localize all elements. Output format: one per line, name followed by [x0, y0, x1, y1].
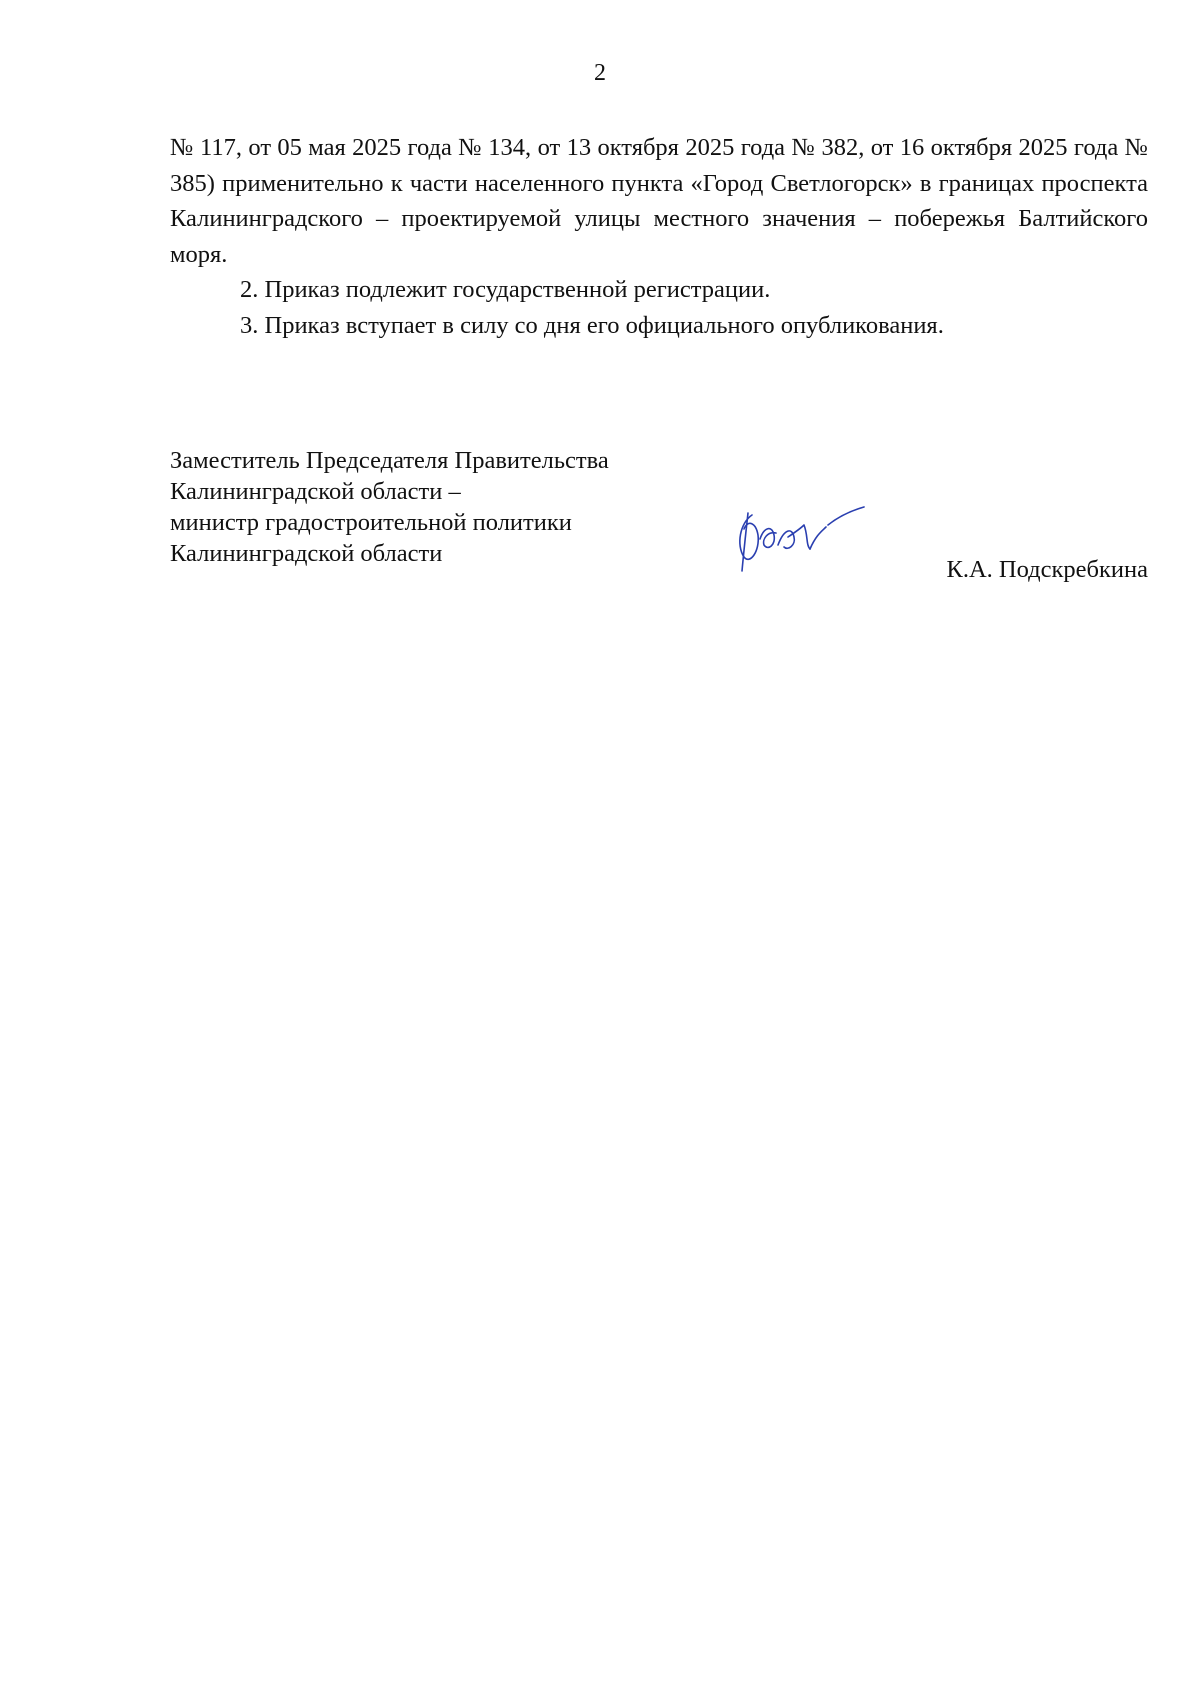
signature-stroke — [760, 529, 776, 548]
signature-block — [170, 445, 1148, 595]
signer-title-line: Заместитель Председателя Правительства — [170, 447, 609, 474]
signer-title-line: Калининградской области — [170, 540, 443, 567]
numbered-item-2: 2. Приказ подлежит государственной регистрации. — [240, 276, 771, 303]
numbered-item-3: 3. Приказ вступает в силу со дня его официального опубликования. — [240, 311, 944, 339]
handwritten-signature — [730, 505, 870, 575]
signature-stroke — [828, 507, 864, 525]
page-number: 2 — [594, 60, 606, 86]
signer-name: К.А. Подскребкина — [946, 556, 1148, 583]
signer-title-line: Калининградской области – — [170, 478, 461, 505]
document-body — [170, 130, 1148, 343]
signature-stroke — [740, 515, 758, 559]
continued-paragraph: № 117, от 05 мая 2025 года № 134, от 13 октября 2025 года № 382, от 16 октября 2025 года № 385) применительно к части населенного пункта «Город Светлогорск» в границах проспекта Калининградского – проектируемой улицы местного значения – побережья Балтийского моря. — [170, 134, 1148, 268]
signer-title — [170, 445, 730, 569]
signature-stroke — [810, 527, 826, 549]
signature-strokes — [740, 507, 864, 571]
signer-title-line: министр градостроительной политики — [170, 509, 572, 536]
